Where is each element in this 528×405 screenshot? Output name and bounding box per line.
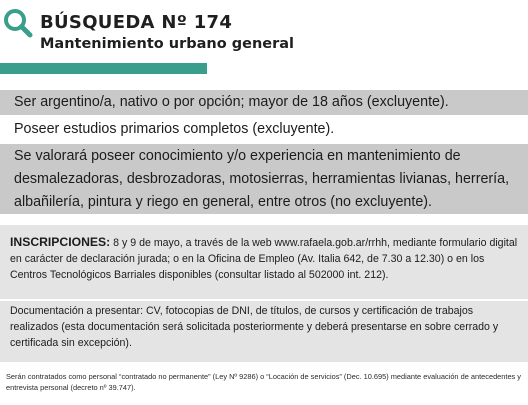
- documentacion-block: Documentación a presentar: CV, fotocopias de DNI, de títulos, de cursos y certificación de trabajos realizados (esta documentación será solicitada posteriormente y deberá presentarse en sobre cerrado y certificada sin excepción).: [0, 296, 528, 362]
- page-title: BÚSQUEDA Nº 174: [40, 12, 233, 33]
- page-subtitle: Mantenimiento urbano general: [40, 36, 295, 52]
- inscripciones-block: [0, 225, 528, 299]
- inscripciones-text: 8 y 9 de mayo, a través de la web www.rafaela.gob.ar/rrhh, mediante formulario digital en carácter de declaración jurada; o en la Oficina de Empleo (Av. Italia 642, de 7.30 a 12.30) o en los Centros Tecnológicos Barriales disponibles (consultar listado al 502000 int. 212).: [10, 237, 518, 281]
- search-icon: [3, 8, 33, 38]
- header: [0, 0, 528, 80]
- requirement-1: Ser argentino/a, nativo o por opción; mayor de 18 años (excluyente).: [0, 90, 528, 115]
- requirement-3: Se valorará poseer conocimiento y/o experiencia en mantenimiento de desmalezadoras, desbrozadoras, motosierras, herramientas livianas, herrería, albañilería, pintura y riego en general, entre otros (no excluyente).: [0, 144, 528, 214]
- footnote: Serán contratados como personal “contratado no permanente” (Ley Nº 9286) o “Locación de servicios” (Dec. 10.695) mediante evaluación de antecedentes y entrevista personal (decreto nº 39.747).: [6, 372, 522, 392]
- accent-bar: [0, 63, 207, 74]
- requirement-2: Poseer estudios primarios completos (excluyente).: [14, 121, 335, 137]
- divider: [0, 299, 528, 301]
- inscripciones-label: INSCRIPCIONES:: [10, 235, 111, 249]
